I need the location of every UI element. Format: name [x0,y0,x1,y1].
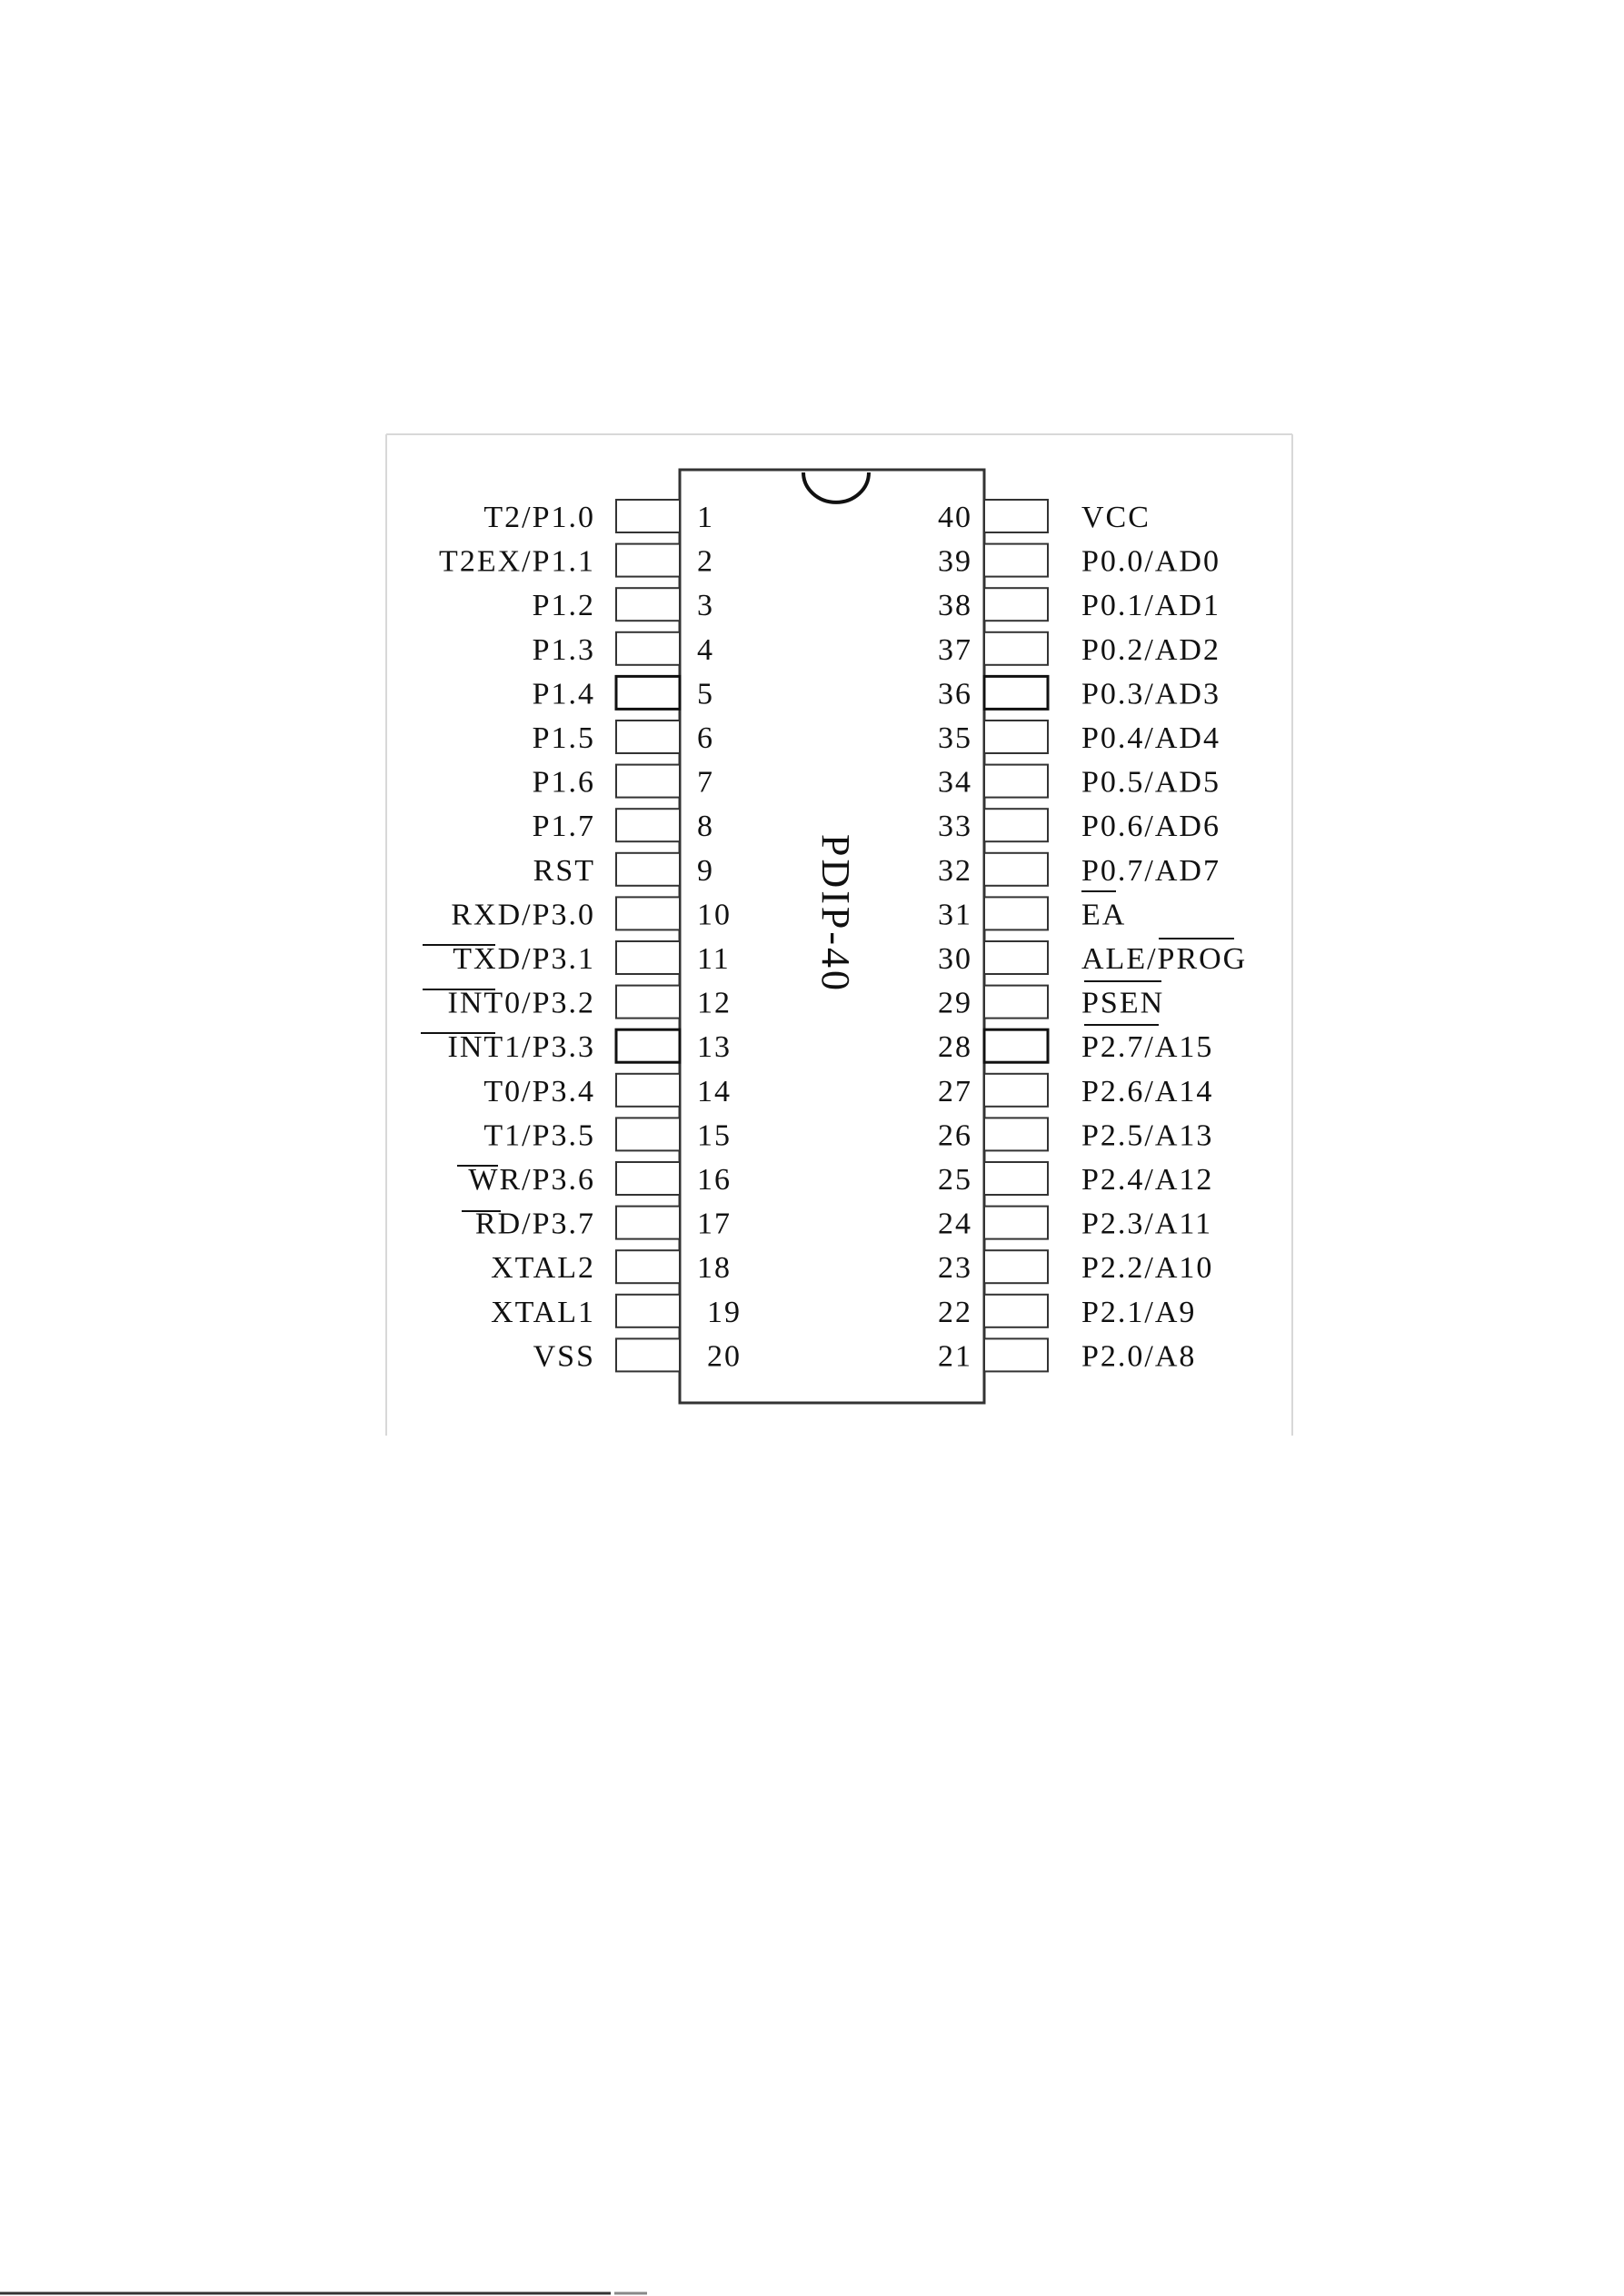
pin-pad [984,897,1048,929]
pin-right [938,500,1151,534]
pin-number: 37 [938,632,972,667]
pin-number: 17 [697,1207,732,1241]
pin-label: VSS [533,1339,595,1374]
pin-pad [984,1338,1048,1371]
pin-pad [616,1338,680,1371]
pin-pad [616,676,680,709]
pin-label: P0.1/AD1 [1081,589,1220,623]
pin-pad [616,853,680,886]
pin-number: 38 [938,589,972,623]
pin-left [483,500,714,534]
pin-pad [616,1207,680,1239]
pin-pad [984,544,1048,577]
pin-pad [984,941,1048,974]
pin-pad [616,1074,680,1107]
pin-right [938,986,1164,1020]
package-label: PDIP-40 [813,834,858,994]
pin-pad [616,588,680,621]
pin-number: 18 [697,1251,732,1286]
pin-label: P0.0/AD0 [1081,544,1220,579]
pin-pad [984,1250,1048,1283]
pin-label: P0.5/AD5 [1081,765,1220,800]
pin-number: 24 [938,1207,972,1241]
pin-number: 29 [938,986,972,1020]
pin-pad [616,1162,680,1195]
pin-label: P2.3/A11 [1081,1207,1213,1241]
pin-number: 22 [938,1295,972,1329]
pin-label: INT0/P3.2 [447,986,595,1020]
pin-number: 31 [938,898,972,932]
pin-label: RXD/P3.0 [451,898,595,932]
pin-label: P2.4/A12 [1081,1163,1214,1197]
pin-number: 3 [697,589,714,623]
pin-label: P2.6/A14 [1081,1074,1214,1108]
pin-pad [616,500,680,532]
pin-number: 26 [938,1118,972,1153]
pin-label: TXD/P3.1 [453,942,595,976]
pin-number: 36 [938,677,972,711]
pin-pad [984,1118,1048,1150]
pin-number: 5 [697,677,714,711]
pin-pad [616,1029,680,1062]
pin-label: P1.2 [532,589,595,623]
pin-number: 32 [938,853,972,888]
pin-label: INT1/P3.3 [447,1030,595,1065]
pin-pad [616,1118,680,1150]
pin-number: 23 [938,1251,972,1286]
pin-number: 39 [938,544,972,579]
pin-left [439,544,714,579]
pin-pad [984,588,1048,621]
pin-number: 20 [707,1339,742,1374]
pin-label: P0.3/AD3 [1081,677,1220,711]
pin-pad [984,853,1048,886]
pin-pad [616,632,680,665]
pin-pad [616,809,680,841]
pin-label: T2EX/P1.1 [439,544,595,579]
pin-number: 6 [697,721,714,755]
pin-pad [984,500,1048,532]
pin-label: VCC [1081,501,1151,534]
pin-pad [616,721,680,753]
pin-pad [984,721,1048,753]
pin-pad [616,1250,680,1283]
pin-number: 19 [707,1295,742,1329]
pin-number: 11 [697,942,731,976]
pin-number: 16 [697,1163,732,1197]
pin-pad [616,1295,680,1327]
pin-pad [984,632,1048,665]
pin-label: RST [533,853,595,888]
pin-label: T0/P3.4 [483,1074,595,1108]
pin-label: P0.7/AD7 [1081,853,1220,888]
pin-label: P0.4/AD4 [1081,721,1220,755]
pin-number: 40 [938,501,972,534]
pin-label: P2.0/A8 [1081,1339,1197,1374]
pin-number: 15 [697,1118,732,1153]
pin-number: 35 [938,721,972,755]
pin-label: P0.2/AD2 [1081,632,1220,667]
pin-label: P1.3 [532,632,595,667]
pin-pad [616,986,680,1019]
pin-number: 28 [938,1030,972,1065]
pin-label: ALE/PROG [1081,942,1248,976]
pin-number: 9 [697,853,714,888]
pin-label: T1/P3.5 [483,1118,595,1153]
pin-label: WR/P3.6 [468,1163,595,1197]
pin-pad [984,986,1048,1019]
pin-label: P1.7 [532,810,595,844]
pin-right [938,897,1126,931]
pin-number: 14 [697,1074,732,1108]
pin-label: P2.1/A9 [1081,1295,1197,1329]
pin-number: 1 [697,501,714,534]
pin-left [533,1338,742,1373]
pin-label: P1.6 [532,765,595,800]
pin-pad [984,1162,1048,1195]
pin-number: 2 [697,544,714,579]
pin-number: 21 [938,1339,972,1374]
pin-label: P0.6/AD6 [1081,810,1220,844]
pin-label: P2.5/A13 [1081,1118,1214,1153]
pin-pad [984,1295,1048,1327]
pin-pad [616,897,680,929]
pin-label: P2.2/A10 [1081,1251,1214,1286]
pin-number: 25 [938,1163,972,1197]
pin-pad [616,941,680,974]
pin-number: 12 [697,986,732,1020]
pin-pad [984,1207,1048,1239]
pin-pad [984,1029,1048,1062]
pin-number: 8 [697,810,714,844]
pin-label: XTAL1 [491,1295,595,1329]
pin-label: PSEN [1081,986,1165,1020]
pin-pad [984,809,1048,841]
pin-label: XTAL2 [491,1251,595,1286]
pin-number: 34 [938,765,972,800]
pin-pad [616,544,680,577]
pin-number: 4 [697,632,714,667]
pin-label: EA [1081,898,1127,932]
pin-number: 7 [697,765,714,800]
pin-label: P1.4 [532,677,595,711]
pin-label: P2.7/A15 [1081,1030,1214,1065]
pin-pad [984,676,1048,709]
pin-number: 13 [697,1030,732,1065]
pin-pad [984,765,1048,798]
pin-label: T2/P1.0 [483,501,595,534]
pin-number: 33 [938,810,972,844]
pin-label: RD/P3.7 [474,1207,595,1241]
pin-number: 27 [938,1074,972,1108]
pin-number: 30 [938,942,972,976]
pin-pad [984,1074,1048,1107]
pin-right [938,941,1247,976]
pin-pad [616,765,680,798]
pin-number: 10 [697,898,732,932]
pin-label: P1.5 [532,721,595,755]
